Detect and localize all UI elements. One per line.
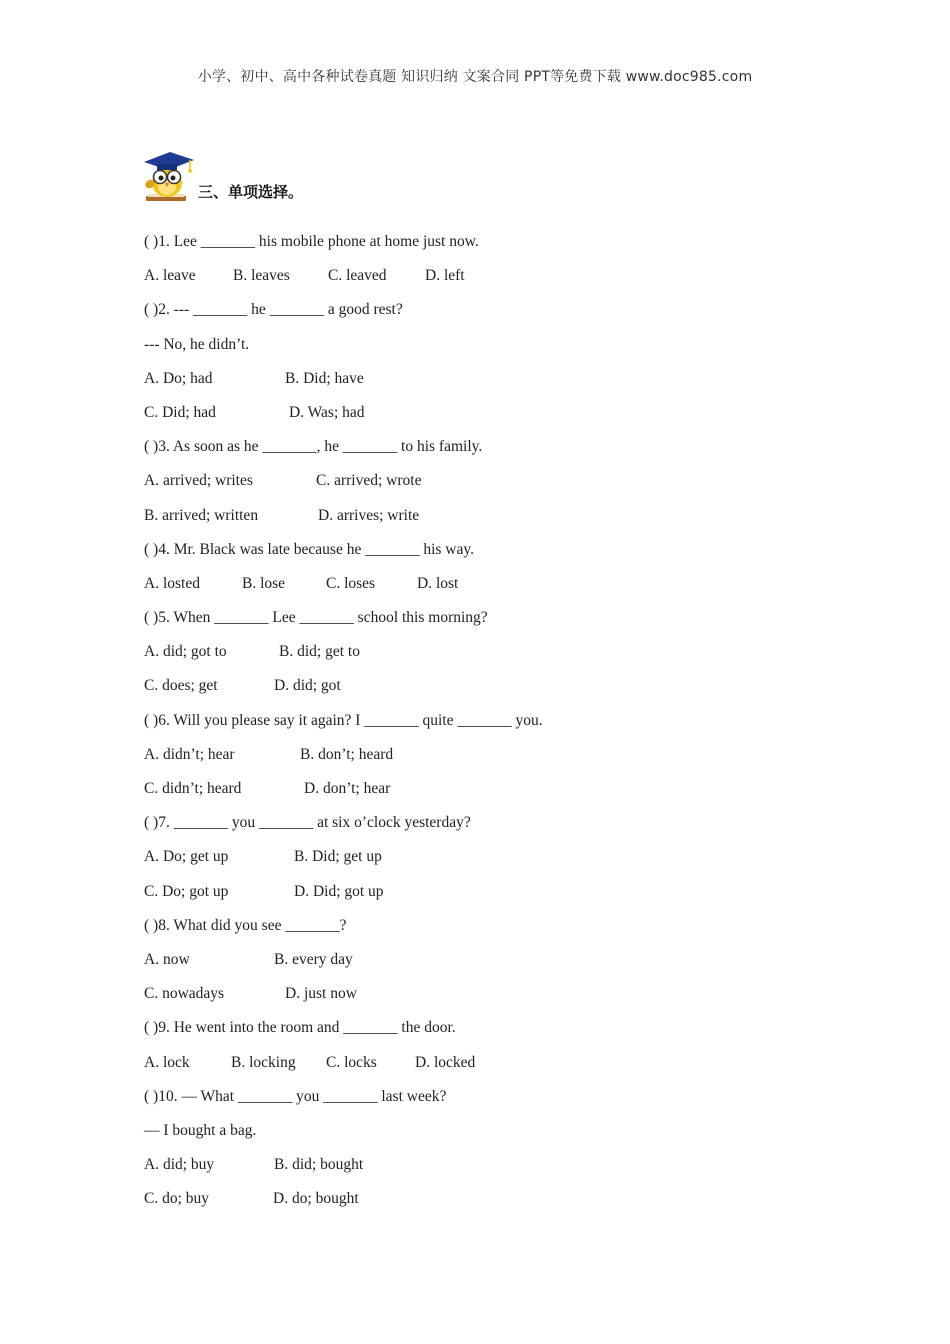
question-stem: ( )4. Mr. Black was late because he _______ his way.: [144, 540, 475, 558]
options-row: [144, 263, 844, 297]
option: A. didn’t; hear: [144, 745, 235, 763]
option: D. Was; had: [289, 403, 365, 421]
options-row: [144, 400, 844, 434]
option: C. nowadays: [144, 985, 225, 1003]
option: B. don’t; heard: [300, 745, 394, 763]
option: D. locked: [415, 1053, 476, 1071]
option: C. didn’t; heard: [144, 780, 242, 797]
option: C. loses: [326, 574, 376, 592]
option: A. Do; get up: [144, 848, 229, 866]
question-stem: ( )10. — What _______ you _______ last week?: [144, 1087, 447, 1105]
option: B. locking: [231, 1053, 296, 1071]
question-stem: ( )6. Will you please say it again? I _______ quite _______ you.: [144, 711, 543, 729]
option: A. arrived; writes: [144, 472, 253, 490]
option: C. do; buy: [144, 1190, 210, 1208]
options-row: [144, 776, 844, 810]
option: A. Do; had: [144, 369, 213, 387]
option: D. Did; got up: [294, 882, 384, 900]
option: A. losted: [144, 574, 200, 592]
option: B. did; bought: [274, 1156, 364, 1174]
option: B. arrived; written: [144, 506, 259, 524]
option: B. Did; have: [285, 369, 364, 387]
option: D. did; got: [274, 677, 341, 695]
section-title: 三、单项选择。: [198, 183, 304, 201]
option: C. locks: [326, 1053, 377, 1071]
option: A. now: [144, 950, 190, 968]
option: D. left: [425, 267, 465, 285]
option: C. arrived; wrote: [316, 472, 422, 490]
section-heading: [140, 144, 303, 204]
option: A. did; buy: [144, 1156, 215, 1174]
option: C. does; get: [144, 677, 218, 695]
options-row: [144, 981, 844, 1015]
question-stem: ( )1. Lee _______ his mobile phone at home just now.: [144, 233, 479, 250]
question-stem: ( )5. When _______ Lee _______ school this morning?: [144, 609, 488, 627]
option: B. lose: [242, 574, 286, 592]
question-list: [144, 229, 844, 1220]
option: D. just now: [285, 985, 357, 1003]
question-stem: ( )2. --- _______ he _______ a good rest?: [144, 301, 403, 319]
option: A. leave: [144, 267, 196, 285]
page-header: 小学、初中、高中各种试卷真题 知识归纳 文案合同 PPT等免费下载 www.doc985.com: [197, 69, 753, 85]
option: D. do; bought: [273, 1190, 359, 1208]
options-row: [144, 879, 844, 913]
question-stem: ( )9. He went into the room and _______ the door.: [144, 1019, 456, 1037]
options-row: [144, 673, 844, 707]
options-row: [144, 947, 844, 981]
question-answer: — I bought a bag.: [144, 1121, 257, 1139]
option: D. arrives; write: [318, 506, 420, 524]
options-row: [144, 468, 844, 502]
option: A. did; got to: [144, 643, 227, 661]
option: A. lock: [144, 1053, 190, 1071]
option: C. Do; got up: [144, 882, 229, 900]
option: B. leaves: [233, 267, 290, 285]
option: D. lost: [417, 574, 459, 592]
question-answer: --- No, he didn’t.: [144, 335, 250, 353]
question-stem: ( )3. As soon as he _______, he _______ to his family.: [144, 438, 483, 456]
question-stem: ( )8. What did you see _______?: [144, 916, 347, 934]
options-row: [144, 1152, 844, 1186]
options-row: [144, 1050, 844, 1084]
option: C. leaved: [328, 267, 387, 285]
question-stem: ( )7. _______ you _______ at six o’clock yesterday?: [144, 814, 471, 832]
options-row: [144, 844, 844, 878]
options-row: [144, 1186, 844, 1220]
options-row: [144, 742, 844, 776]
option: D. don’t; hear: [304, 780, 391, 797]
doctor-owl-icon: [140, 146, 196, 204]
options-row: [144, 571, 844, 605]
option: B. did; get to: [279, 643, 360, 661]
options-row: [144, 366, 844, 400]
option: B. Did; get up: [294, 848, 382, 866]
options-row: [144, 639, 844, 673]
options-row: [144, 503, 844, 537]
option: C. Did; had: [144, 403, 216, 421]
option: B. every day: [274, 950, 353, 968]
